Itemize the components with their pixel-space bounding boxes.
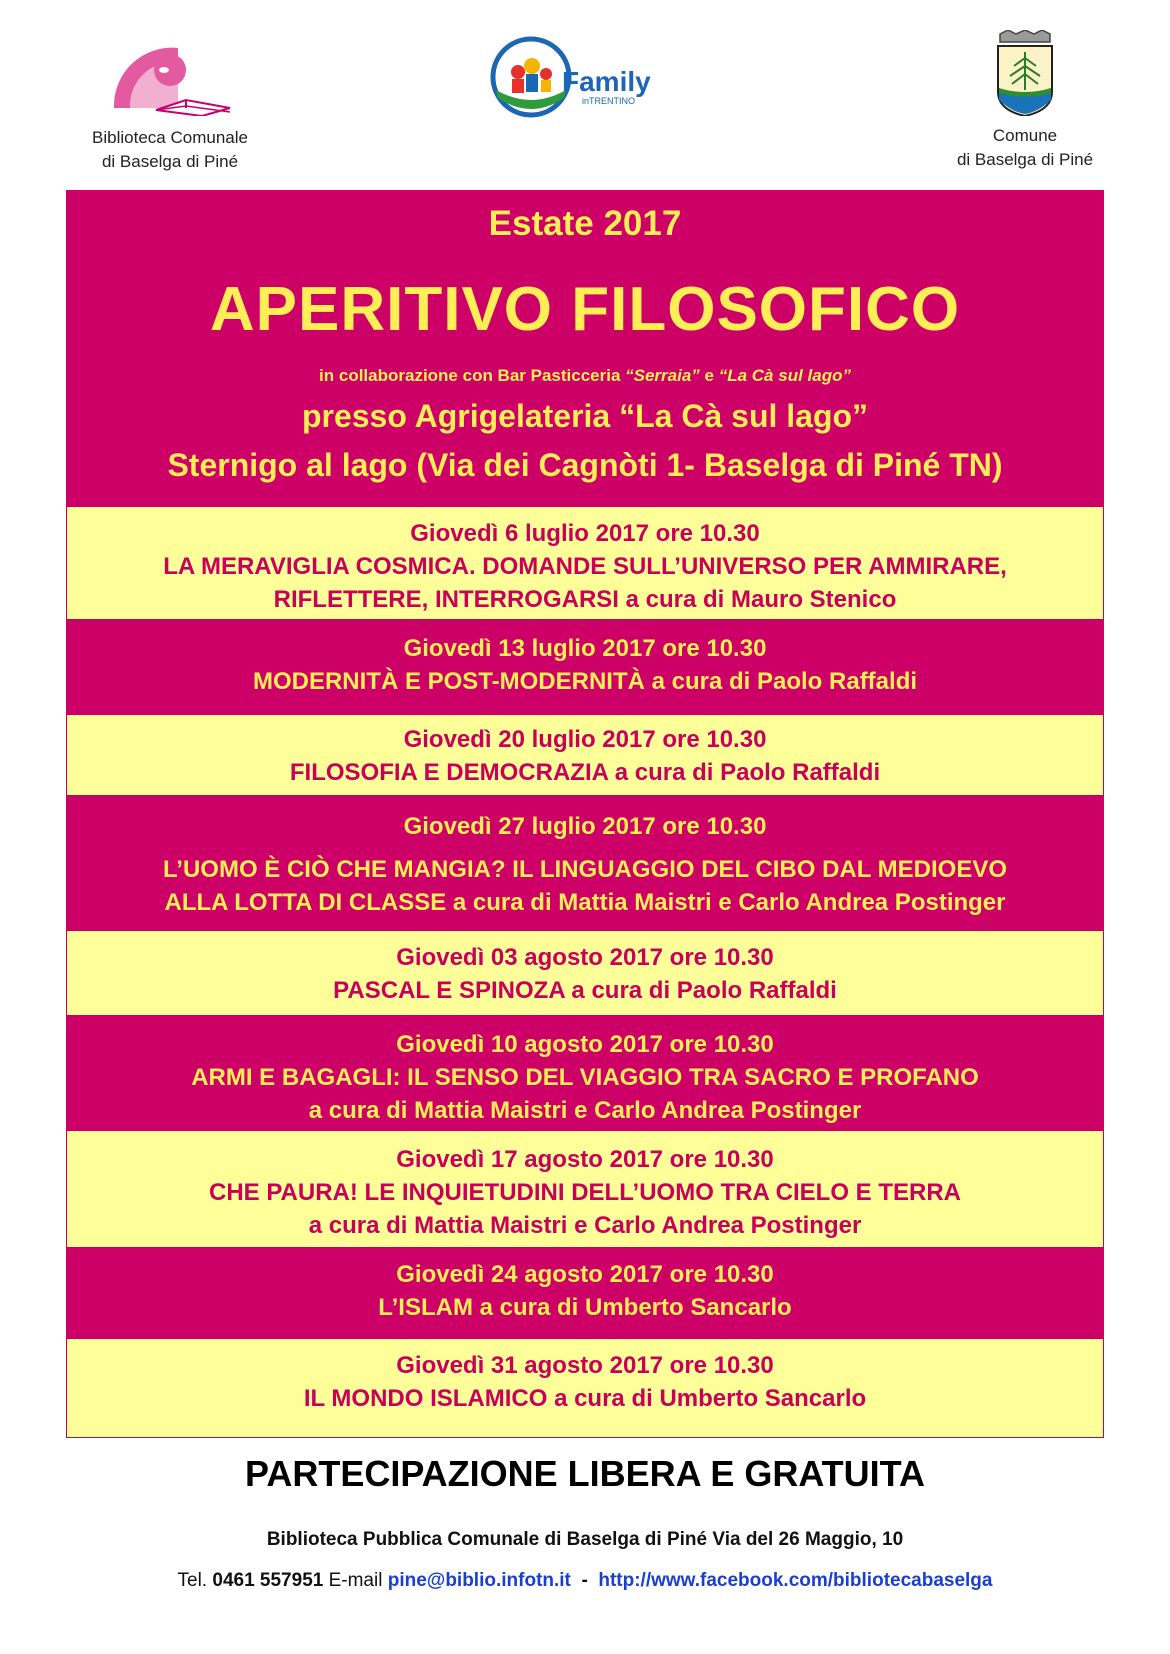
event-topic: L’ISLAM a cura di Umberto Sancarlo [378, 1294, 792, 1321]
event-row [66, 620, 1104, 714]
library-caption-line-2: di Baselga di Piné [101, 152, 239, 171]
collab-prefix: in collaborazione con Bar Pasticceria [319, 366, 626, 385]
address-line: Sternigo al lago (Via dei Cagnòti 1- Baselga di Piné TN) [167, 447, 1003, 483]
family-trentino-logo [490, 36, 660, 118]
event-topic: MODERNITÀ E POST-MODERNITÀ a cura di Paolo Raffaldi [252, 668, 918, 695]
library-caption-line-1: Biblioteca Comunale [92, 128, 248, 147]
event-topic: FILOSOFIA E DEMOCRAZIA a cura di Paolo Raffaldi [289, 759, 881, 786]
event-row [66, 506, 1104, 620]
comune-caption-line-1: Comune [992, 126, 1058, 145]
event-topic: LA MERAVIGLIA COSMICA. DOMANDE SULL’UNIVERSO PER AMMIRARE, [163, 553, 1007, 580]
contact-line [0, 1570, 1170, 1592]
event-row [66, 714, 1104, 796]
event-topic: a cura di Mattia Maistri e Carlo Andrea Postinger [308, 1097, 862, 1124]
event-topic: ALLA LOTTA DI CLASSE a cura di Mattia Maistri e Carlo Andrea Postinger [164, 889, 1006, 916]
event-date: Giovedì 20 luglio 2017 ore 10.30 [403, 726, 767, 753]
event-date: Giovedì 27 luglio 2017 ore 10.30 [403, 813, 767, 840]
event-row [66, 1130, 1104, 1248]
event-topic: IL MONDO ISLAMICO a cura di Umberto Sancarlo [303, 1385, 867, 1412]
event-topic: PASCAL E SPINOZA a cura di Paolo Raffaldi [333, 977, 837, 1004]
season-title: Estate 2017 [488, 204, 682, 243]
book-reader-icon [108, 36, 238, 116]
collab-serraia: “Serraia” [625, 366, 700, 385]
comune-crest [990, 30, 1060, 116]
crest-tree-icon [990, 30, 1060, 116]
email-link[interactable]: pine@biblio.infotn.it [387, 1570, 571, 1591]
comune-caption [915, 124, 1135, 172]
event-date: Giovedì 03 agosto 2017 ore 10.30 [396, 944, 774, 971]
event-row [66, 796, 1104, 930]
comune-caption-line-2: di Baselga di Piné [956, 150, 1094, 169]
event-date: Giovedì 31 agosto 2017 ore 10.30 [396, 1352, 774, 1379]
event-date: Giovedì 6 luglio 2017 ore 10.30 [410, 520, 760, 547]
event-date: Giovedì 17 agosto 2017 ore 10.30 [396, 1146, 774, 1173]
event-row [66, 930, 1104, 1016]
program-panel [66, 190, 1104, 1438]
event-row [66, 1016, 1104, 1130]
event-date: Giovedì 13 luglio 2017 ore 10.30 [403, 635, 767, 662]
event-topic: RIFLETTERE, INTERROGARSI a cura di Mauro Stenico [273, 586, 897, 613]
event-topic: L’UOMO È CIÒ CHE MANGIA? IL LINGUAGGIO DEL CIBO DAL MEDIOEVO [162, 856, 1008, 883]
event-date: Giovedì 10 agosto 2017 ore 10.30 [396, 1031, 774, 1058]
facebook-link[interactable]: http://www.facebook.com/bibliotecabaselga [598, 1570, 993, 1591]
email-label: E-mail [323, 1570, 388, 1591]
tel-label: Tel. [177, 1570, 213, 1591]
event-title: APERITIVO FILOSOFICO [209, 275, 961, 344]
family-text: Family [562, 66, 651, 97]
event-row [66, 1248, 1104, 1338]
separator: - [570, 1570, 599, 1591]
event-row [66, 1338, 1104, 1438]
collab-ca: “La Cà sul lago” [718, 366, 851, 385]
event-topic: ARMI E BAGAGLI: IL SENSO DEL VIAGGIO TRA SACRO E PROFANO [191, 1064, 979, 1091]
library-address: Biblioteca Pubblica Comunale di Baselga di Piné Via del 26 Maggio, 10 [266, 1529, 904, 1550]
free-entry-banner: PARTECIPAZIONE LIBERA E GRATUITA [245, 1453, 925, 1494]
family-subtext: inTRENTINO [582, 96, 636, 106]
library-logo [108, 36, 238, 116]
event-topic: CHE PAURA! LE INQUIETUDINI DELL’UOMO TRA CIELO E TERRA [208, 1179, 961, 1206]
event-date: Giovedì 24 agosto 2017 ore 10.30 [396, 1261, 774, 1288]
event-topic: a cura di Mattia Maistri e Carlo Andrea Postinger [308, 1212, 862, 1239]
venue-line: presso Agrigelateria “La Cà sul lago” [301, 398, 869, 434]
collab-and: e [699, 366, 719, 385]
phone-number: 0461 557951 [212, 1570, 324, 1591]
collaboration-line [66, 366, 1104, 386]
family-circle-icon [490, 36, 572, 118]
library-caption [60, 126, 280, 174]
